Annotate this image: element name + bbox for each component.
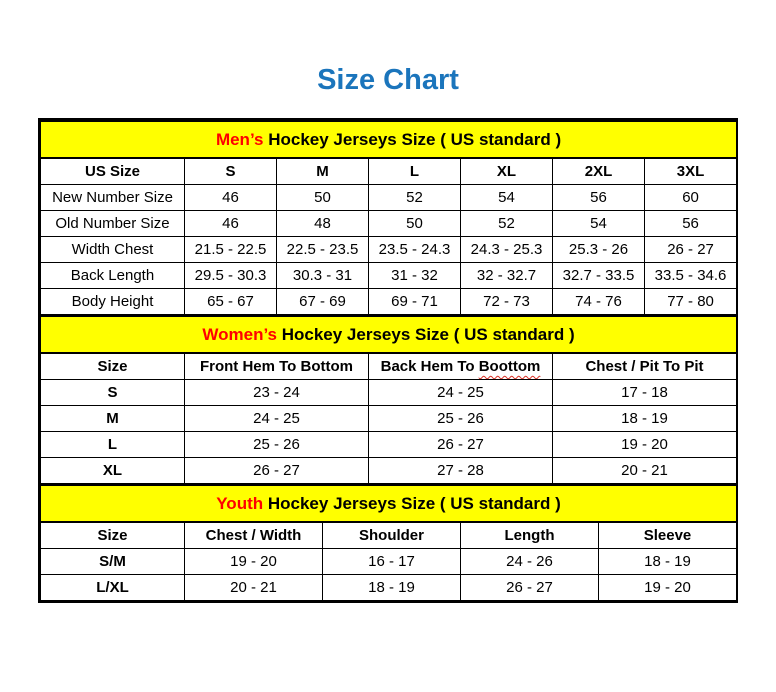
mens-section-title [41,121,737,158]
size-value-cell: 56 [645,211,737,237]
row-label: Body Height [41,289,185,315]
youth-section-header-row [41,485,737,522]
size-value-cell: 50 [369,211,461,237]
size-value-cell: 22.5 - 23.5 [277,237,369,263]
size-value-cell: 56 [553,185,645,211]
row-label: S [41,380,185,406]
column-header-chest-pit: Chest / Pit To Pit [553,353,737,380]
size-value-cell: 19 - 20 [553,432,737,458]
size-value-cell: 52 [369,185,461,211]
table-row-old-number-size [41,211,737,237]
size-value-cell: 20 - 21 [553,458,737,484]
womens-section-title [41,316,737,353]
size-value-cell: 25 - 26 [185,432,369,458]
size-value-cell: 77 - 80 [645,289,737,315]
column-header-back-hem [369,353,553,380]
womens-section-title-red: Women’s [202,325,277,344]
size-value-cell: 23.5 - 24.3 [369,237,461,263]
row-label: Back Length [41,263,185,289]
mens-column-header-row [41,158,737,185]
row-label: L/XL [41,575,185,601]
size-value-cell: 32.7 - 33.5 [553,263,645,289]
size-value-cell: 25.3 - 26 [553,237,645,263]
mens-section-title-red: Men’s [215,130,264,149]
table-row-back-length [41,263,737,289]
row-label: XL [41,458,185,484]
column-header-chest-width: Chest / Width [185,522,323,549]
size-value-cell: 17 - 18 [553,380,737,406]
back-hem-misspelled-word: Boottom [478,358,541,375]
mens-section-header-row [41,121,737,158]
youth-section-title [41,485,737,522]
column-header-l: L [369,158,461,185]
column-header-front-hem: Front Hem To Bottom [185,353,369,380]
size-chart-tables [38,118,738,603]
table-row-width-chest [41,237,737,263]
size-value-cell: 67 - 69 [277,289,369,315]
youth-column-header-row [41,522,737,549]
size-value-cell: 33.5 - 34.6 [645,263,737,289]
size-value-cell: 26 - 27 [185,458,369,484]
column-header-s: S [185,158,277,185]
size-value-cell: 24.3 - 25.3 [461,237,553,263]
table-row-youth-sm [41,549,737,575]
size-value-cell: 21.5 - 22.5 [185,237,277,263]
page-title: Size Chart [317,64,459,96]
youth-section-title-red: Youth [216,494,264,513]
size-value-cell: 20 - 21 [185,575,323,601]
table-row-new-number-size [41,185,737,211]
size-value-cell: 19 - 20 [599,575,737,601]
size-value-cell: 29.5 - 30.3 [185,263,277,289]
row-label: S/M [41,549,185,575]
size-value-cell: 52 [461,211,553,237]
size-value-cell: 24 - 25 [369,380,553,406]
column-header-size: Size [41,522,185,549]
column-header-shoulder: Shoulder [323,522,461,549]
mens-section-title-rest: Hockey Jerseys Size ( US standard ) [263,130,562,149]
size-value-cell: 46 [185,211,277,237]
row-label: Old Number Size [41,211,185,237]
size-value-cell: 27 - 28 [369,458,553,484]
table-row-womens-s [41,380,737,406]
mens-size-table [40,120,737,315]
size-value-cell: 65 - 67 [185,289,277,315]
table-row-womens-m [41,406,737,432]
youth-size-table [40,484,737,601]
column-header-2xl: 2XL [553,158,645,185]
size-value-cell: 72 - 73 [461,289,553,315]
size-value-cell: 60 [645,185,737,211]
back-hem-label-prefix: Back Hem To [380,358,479,375]
table-row-womens-l [41,432,737,458]
column-header-us-size: US Size [41,158,185,185]
size-value-cell: 30.3 - 31 [277,263,369,289]
row-label: Width Chest [41,237,185,263]
column-header-size: Size [41,353,185,380]
row-label: L [41,432,185,458]
table-row-youth-lxl [41,575,737,601]
row-label: New Number Size [41,185,185,211]
size-value-cell: 25 - 26 [369,406,553,432]
size-value-cell: 46 [185,185,277,211]
size-value-cell: 32 - 32.7 [461,263,553,289]
size-value-cell: 31 - 32 [369,263,461,289]
size-value-cell: 24 - 25 [185,406,369,432]
size-value-cell: 69 - 71 [369,289,461,315]
size-value-cell: 50 [277,185,369,211]
size-value-cell: 19 - 20 [185,549,323,575]
row-label: M [41,406,185,432]
size-value-cell: 23 - 24 [185,380,369,406]
size-value-cell: 18 - 19 [599,549,737,575]
column-header-xl: XL [461,158,553,185]
size-value-cell: 18 - 19 [553,406,737,432]
column-header-m: M [277,158,369,185]
size-value-cell: 48 [277,211,369,237]
size-value-cell: 54 [553,211,645,237]
size-value-cell: 16 - 17 [323,549,461,575]
column-header-3xl: 3XL [645,158,737,185]
column-header-sleeve: Sleeve [599,522,737,549]
youth-section-title-rest: Hockey Jerseys Size ( US standard ) [263,494,561,513]
womens-section-header-row [41,316,737,353]
womens-column-header-row [41,353,737,380]
womens-section-title-rest: Hockey Jerseys Size ( US standard ) [277,325,575,344]
size-value-cell: 26 - 27 [461,575,599,601]
womens-size-table [40,315,737,484]
size-value-cell: 54 [461,185,553,211]
size-value-cell: 26 - 27 [645,237,737,263]
size-value-cell: 18 - 19 [323,575,461,601]
table-row-womens-xl [41,458,737,484]
size-value-cell: 26 - 27 [369,432,553,458]
size-value-cell: 74 - 76 [553,289,645,315]
column-header-length: Length [461,522,599,549]
size-value-cell: 24 - 26 [461,549,599,575]
table-row-body-height [41,289,737,315]
